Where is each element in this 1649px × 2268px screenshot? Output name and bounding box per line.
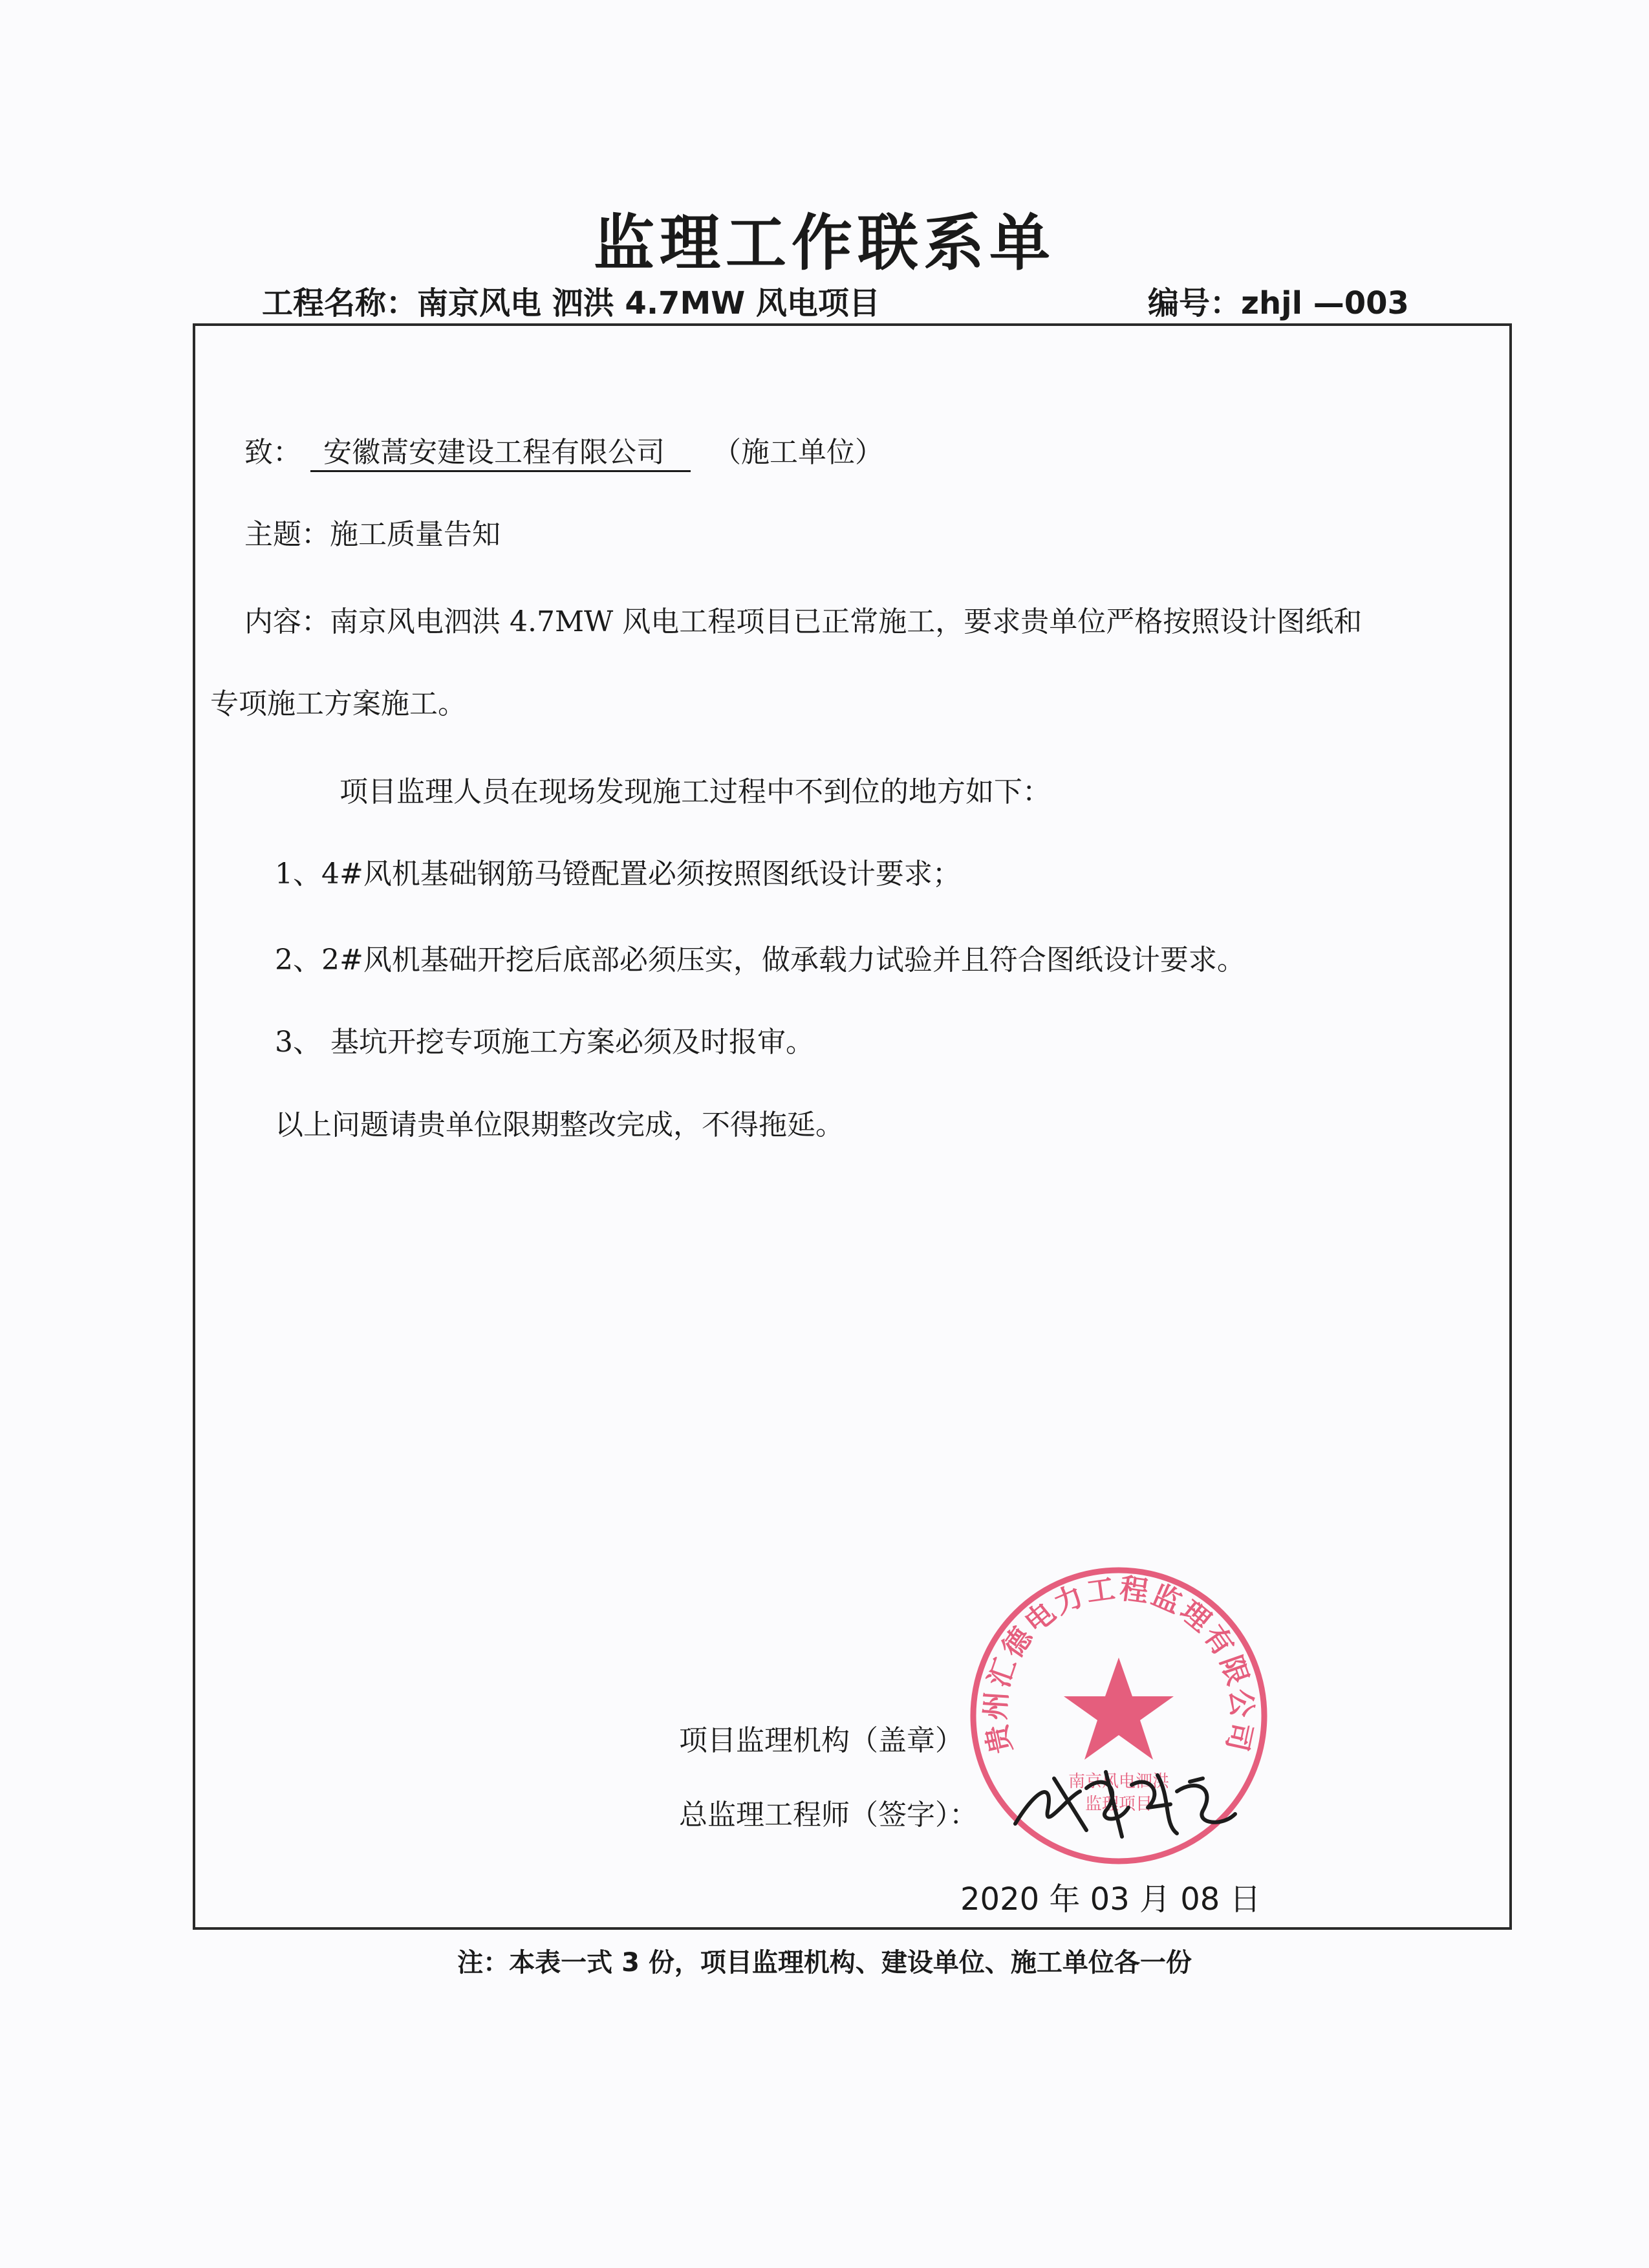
issue-date: 2020 年 03 月 08 日 (960, 1881, 1261, 1917)
document-number: 编号：zhjl —003 (1148, 285, 1409, 321)
issue-item-2: 2、2#风机基础开挖后底部必须压实，做承载力试验并且符合图纸设计要求。 (275, 944, 1245, 977)
issue-item-3: 3、 基坑开挖专项施工方案必须及时报审。 (275, 1026, 814, 1059)
svg-text:贵州汇德电力工程监理有限公司: 贵州汇德电力工程监理有限公司 (978, 1571, 1259, 1757)
recipient-company: 安徽蒿安建设工程有限公司 (310, 429, 691, 472)
recipient-label: 致： (244, 436, 301, 469)
svg-text:监理项目: 监理项目 (1084, 1795, 1153, 1814)
document-title: 监理工作联系单 (593, 208, 1055, 279)
chief-engineer-label: 总监理工程师（签字）： (679, 1798, 978, 1831)
svg-text:南京风电泗洪: 南京风电泗洪 (1068, 1772, 1170, 1791)
content-intro: 项目监理人员在现场发现施工过程中不到位的地方如下： (339, 775, 1051, 808)
recipient-line (244, 429, 883, 472)
handwritten-signature (1009, 1753, 1242, 1850)
issue-item-1: 1、4#风机基础钢筋马镫配置必须按照图纸设计要求； (275, 858, 961, 891)
content-line-1: 内容：南京风电泗洪 4.7MW 风电工程项目已正常施工，要求贵单位严格按照设计图纸和 (244, 605, 1363, 638)
closing-statement: 以上问题请贵单位限期整改完成，不得拖延。 (275, 1108, 844, 1141)
footnote: 注：本表一式 3 份，项目监理机构、建设单位、施工单位各一份 (457, 1948, 1192, 1978)
supervision-org-label: 项目监理机构（盖章） (679, 1724, 964, 1757)
recipient-suffix: （施工单位） (713, 436, 883, 469)
subject-line: 主题：施工质量告知 (244, 518, 501, 551)
content-line-2: 专项施工方案施工。 (210, 687, 466, 720)
project-name: 工程名称：南京风电 泗洪 4.7MW 风电项目 (262, 285, 880, 321)
